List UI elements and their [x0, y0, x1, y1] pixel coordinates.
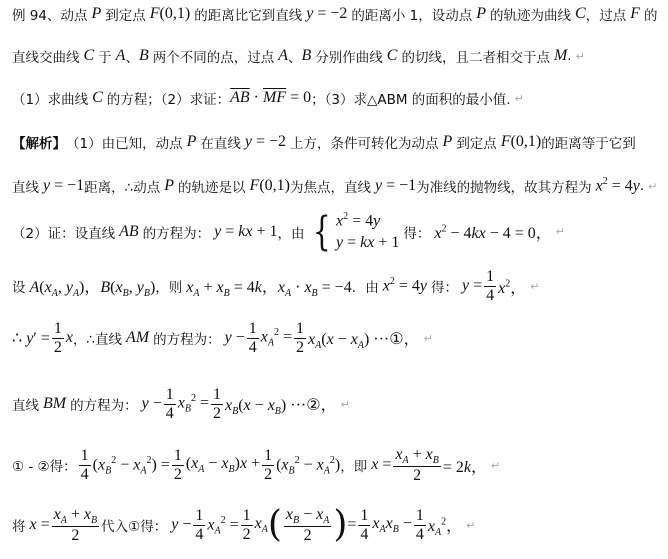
- solution-line-3: （2）证：设直线 AB 的方程为： y = kx + 1 ，由 { $x^2 = 4y$ y = kx + 1 得： $x^2 - 4kx - 4 = 0$， ↵: [12, 208, 565, 255]
- math-P: P: [87, 5, 106, 22]
- math-y-neg2: y = −2: [306, 5, 352, 22]
- solution-line-6: 直线 BM 的方程为： y − $\frac{1}{4}$ $x_B^2$ = $\frac{1}{2}$ $x_B(x - x_B)$ ···②， ↵: [12, 386, 350, 422]
- problem-line-2: 直线交曲线 C 于 A 、 B 两个不同的点，过点 A 、 B 分别作曲线 C 的切线，且二者相交于点 M . ↵: [12, 47, 585, 66]
- math-F01: F(0,1): [149, 5, 195, 22]
- paragraph-mark: ↵: [575, 49, 585, 63]
- solution-line-4: 设 $A(x_A$, $y_A$)，$B(x_B$, $y_B$) ，则 $x_A + x_B = 4k$，$x_A \cdot x_B = -4$ ．由 $x^2 = 4y$ 得： y = $\frac{1}{4}$ $x^2$， ↵: [12, 268, 540, 304]
- equation-system: { $x^2 = 4y$ y = kx + 1: [312, 208, 400, 255]
- math-dot-product: $\overline{AB} \cdot \overline{MF} = 0$: [230, 89, 312, 106]
- solution-line-2: 直线 y = −1 距离，∴动点 P 的轨迹是以 F(0,1) 为焦点，直线 y = −1 为准线的抛物线，故其方程为 $x^2 = 4y$ . ↵: [12, 176, 658, 196]
- solution-line-7: ① - ②得： $\frac{1}{4}$ $(x_B^2 - x_A^2)$ = $\frac{1}{2}$ $(x_A - x_B)x$ + $\frac{1}{2}$ $(x_B^2 - x_A^2)$ ，即 x = $\frac{x_A + x_B}{2}$ = 2k， ↵: [12, 446, 501, 485]
- solution-line-8: 将 x = $\frac{x_A + x_B}{2}$ 代入①得： y − $\frac{1}{4}$ $x_A^2$ = $\frac{1}{2}$ $x_A$ ( $\frac{x_B - x_A}{2}$ ) = $\frac{1}{4}$ $x_Ax_B$ − $\frac{1}{4}$ $x_A^2$， ↵: [12, 504, 476, 546]
- solution-line-5: ∴ y′ = $\frac{1}{2}$ x ，∴直线 AM 的方程为： y − $\frac{1}{4}$ $x_A^2$ = $\frac{1}{2}$ $x_A(x - x_A)$ ···①， ↵: [12, 320, 433, 356]
- problem-line-1: 例 94、动点 P 到定点 F(0,1) 的距离比它到直线 y = −2 的距离小 1，设动点 P 的轨迹为曲线 C ，过点 F 的: [12, 5, 658, 24]
- solution-line-1: 【解析】 （1）由已知，动点 P 在直线 y = −2 上方，条件可转化为动点 P 到定点 F(0,1) 的距离等于它到: [12, 133, 636, 152]
- problem-line-3: （1）求曲线 C 的方程；（2）求证： $\overline{AB} \cdot \overline{MF} = 0$ ；（3）求△ABM 的面积的最小值. ↵: [12, 89, 524, 108]
